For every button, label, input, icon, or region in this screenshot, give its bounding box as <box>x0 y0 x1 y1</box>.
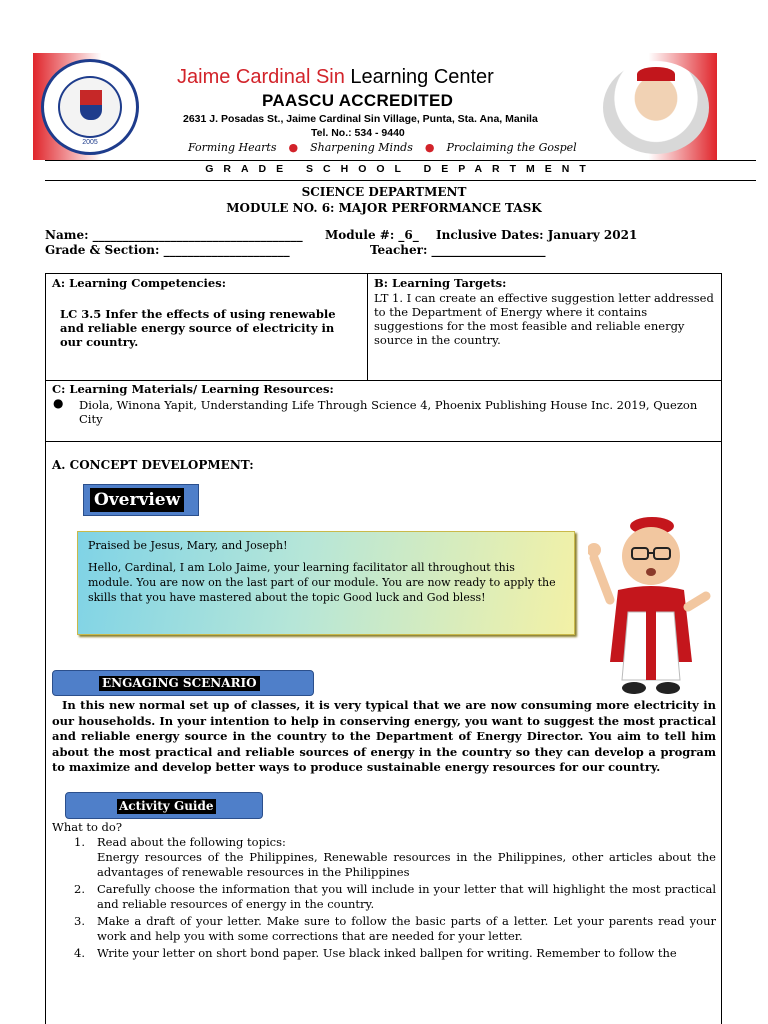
list-item <box>52 914 716 944</box>
accreditation: PAASCU ACCREDITED <box>262 91 454 110</box>
header-banner <box>33 53 717 160</box>
module-number: Module #: _6_ <box>325 228 419 242</box>
school-name-red: Jaime Cardinal Sin <box>177 66 345 88</box>
materials-cell <box>45 380 722 442</box>
zucchetto-icon <box>637 67 675 81</box>
step-text: Carefully choose the information that you will include in your letter that will highlight the most practical and reliable resources of energy in the country. <box>97 882 716 911</box>
competencies-title: A: Learning Competencies: <box>52 276 226 290</box>
step-number: 3. <box>74 914 85 928</box>
school-name <box>177 66 494 89</box>
teacher-field[interactable]: Teacher: ___________________ <box>370 243 546 257</box>
step-number: 2. <box>74 882 85 896</box>
step-text: Read about the following topics: <box>97 835 286 849</box>
engaging-scenario-label <box>52 670 314 696</box>
cardinal-photo <box>603 61 709 154</box>
motto-3: Proclaiming the Gospel <box>446 141 577 154</box>
step-subtext: Energy resources of the Philippines, Renewable resources in the Philippines, other articles about the advantages of renewable resources in the Philippines <box>97 850 716 879</box>
seal-emblem <box>58 76 122 138</box>
list-item <box>52 882 716 912</box>
shield-icon <box>80 90 102 120</box>
materials-item: Diola, Winona Yapit, Understanding Life Through Science 4, Phoenix Publishing House Inc. 2019, Quezon City <box>79 398 698 426</box>
activity-steps <box>52 835 716 963</box>
motto-2: Sharpening Minds <box>310 141 413 154</box>
engaging-scenario-text: ENGAGING SCENARIO <box>99 676 260 691</box>
greeting-line-2: Hello, Cardinal, I am Lolo Jaime, your learning facilitator all throughout this module. You are now on the last part of our module. You are now ready to apply the skills that you have mastered about the topic Good luck and God bless! <box>88 561 556 604</box>
scenario-text: In this new normal set up of classes, it is very typical that we are now consuming more electricity in our households. In your intention to help in conserving energy, you want to suggest the most practical and reliable energy source in the country to the Department of Energy Director. You aim to tell him about the most practical and reliable sources of energy in the country so they can develop a program to maximize and develop better ways to produce sustainable energy resources for our country. <box>52 698 716 774</box>
school-seal-icon <box>41 59 139 155</box>
motto-1: Forming Hearts <box>188 141 277 154</box>
list-item <box>52 946 716 961</box>
divider <box>45 160 756 161</box>
divider <box>45 180 756 181</box>
competencies-text: LC 3.5 Infer the effects of using renewable and reliable energy source of electricity in our country. <box>60 307 336 349</box>
mascot-cardinal-icon <box>588 512 712 698</box>
step-text: Write your letter on short bond paper. Use black inked ballpen for writing. Remember to follow the <box>97 946 677 960</box>
grade-section-field[interactable]: Grade & Section: _____________________ <box>45 243 290 257</box>
department-line: GRADE SCHOOL DEPARTMENT <box>205 163 596 175</box>
bullet-icon: ● <box>424 141 435 154</box>
science-department: SCIENCE DEPARTMENT <box>301 185 467 199</box>
bullet-icon: ● <box>288 141 299 154</box>
step-number: 1. <box>74 835 85 849</box>
school-telephone: Tel. No.: 534 - 9440 <box>311 127 405 139</box>
seal-year: 2005 <box>82 139 98 146</box>
activity-guide-label <box>65 792 263 819</box>
bullet-icon: ● <box>53 396 64 410</box>
step-text: Make a draft of your letter. Make sure to follow the basic parts of a letter. Let your parents read your work and help you with some corrections that are needed for your letter. <box>97 914 716 943</box>
inclusive-dates: Inclusive Dates: January 2021 <box>436 228 638 242</box>
greeting-box <box>77 531 575 635</box>
school-name-black: Learning Center <box>344 66 494 88</box>
step-number: 4. <box>74 946 85 960</box>
module-title-block <box>45 184 723 216</box>
targets-text: LT 1. I can create an effective suggestion letter addressed to the Department of Energy where it contains suggestions for the most feasible and reliable energy source in the country. <box>374 291 714 347</box>
materials-title: C: Learning Materials/ Learning Resources: <box>52 382 334 396</box>
school-address: 2631 J. Posadas St., Jaime Cardinal Sin Village, Punta, Sta. Ana, Manila <box>183 113 538 125</box>
concept-heading: A. CONCEPT DEVELOPMENT: <box>52 458 254 472</box>
name-field[interactable]: Name: ___________________________________ <box>45 228 303 242</box>
module-title: MODULE NO. 6: MAJOR PERFORMANCE TASK <box>226 201 542 215</box>
overview-label <box>83 484 199 516</box>
competencies-cell <box>45 273 368 381</box>
targets-title: B: Learning Targets: <box>374 276 507 290</box>
overview-text: Overview <box>90 488 184 512</box>
targets-cell <box>367 273 722 381</box>
list-item <box>52 835 716 880</box>
school-motto <box>188 141 577 154</box>
activity-guide-text: Activity Guide <box>119 799 214 813</box>
what-to-do: What to do? <box>52 820 123 834</box>
greeting-line-1: Praised be Jesus, Mary, and Joseph! <box>88 539 288 552</box>
